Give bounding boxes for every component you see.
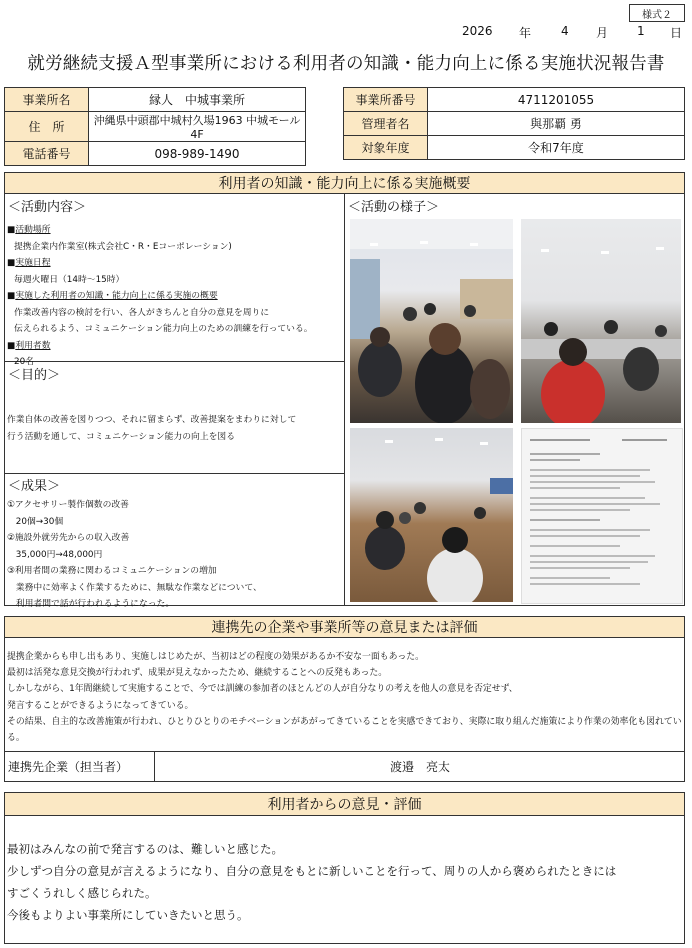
overview-header: 利用者の知識・能力向上に係る実施概要	[4, 172, 685, 194]
photo-title: ＜活動の様子＞	[348, 200, 440, 215]
activity-title: ＜活動内容＞	[8, 200, 87, 215]
facility-info-table	[4, 87, 306, 166]
form-number: 様式２	[629, 4, 685, 22]
label-phone: 電話番号	[5, 142, 89, 166]
value-facility-name: 縁人 中城事業所	[89, 88, 306, 112]
partner-company-label: 連携先企業（担当者）	[8, 760, 129, 774]
activity-photo-3	[350, 428, 513, 602]
result-divider	[4, 473, 345, 474]
partner-company-value: 渡邉 亮太	[389, 760, 450, 774]
result-content: ①アクセサリー製作個数の改善 20個→30個 ②施設外就労先からの収入改善 35,000円→48,000円 ③利用者間の業務に関わるコミュニケーションの増加 業務中に効率よく作業するために、無駄な作業などについて、 利用者間で話が行われるようになった。	[7, 500, 262, 609]
activity-photo-2	[521, 219, 681, 423]
page-title: 就労継続支援Ａ型事業所における利用者の知識・能力向上に係る実施状況報告書	[27, 54, 665, 74]
label-facility-name: 事業所名	[5, 88, 89, 112]
label-facility-number: 事業所番号	[344, 88, 428, 112]
value-phone: 098-989-1490	[89, 142, 306, 166]
purpose-title: ＜目的＞	[8, 368, 61, 383]
label-manager: 管理者名	[344, 112, 428, 136]
partner-feedback: 提携企業からも申し出もあり、実施しはじめたが、当初はどの程度の効果があるか不安な一面もあった。 最初は活発な意見交換が行われず、成果が見えなかったため、継続することへの反発もあった。 しかしながら、1年間継続して実施することで、今では訓練の参加者のほとんどの人が自分なりの考えを他人の意見を否定せず、 発言することができるようになってきている。 その結果、自主的な改善施策が行われ、ひとりひとりのモチベーションがあがってきていることを実感できており、実際に取り組んだ施策により作業の効率化も図れている。	[7, 652, 682, 744]
value-facility-number: 4711201055	[428, 88, 685, 112]
activity-item-summary: ■実施した利用者の知識・能力向上に係る実施の概要	[7, 291, 218, 301]
user-feedback-text: 最初はみんなの前で発言するのは、難しいと感じた。 少しずつ自分の意見が言えるようになり、自分の意見をもとに新しいことを行って、周りの人から褒められたときには すごくうれしく感じられた。 今後もよりよい事業所にしていきたいと思う。	[7, 842, 617, 922]
label-fiscal-year: 対象年度	[344, 136, 428, 160]
value-manager: 與那覇 勇	[428, 112, 685, 136]
activity-item-schedule: ■実施日程	[7, 258, 51, 268]
date-year-unit: 年	[519, 26, 532, 40]
activity-content: ■活動場所 提携企業内作業室(株式会社C・R・Eコーポレーション) ■実施日程 毎週火曜日（14時～15時） ■実施した利用者の知識・能力向上に係る実施の概要 作業改善内容の検討を行い、各人がきちんと自分の意見を周りに 伝えられるよう、コミュニケーション能力向上のための訓練を行っている。 ■利用者数 20名	[7, 222, 342, 371]
label-address: 住 所	[5, 112, 89, 142]
date-month-unit: 月	[596, 26, 609, 40]
value-address: 沖縄県中頭郡中城村久場1963 中城モール4F	[89, 112, 306, 142]
facility-meta-table	[343, 87, 685, 160]
overview-divider	[344, 193, 345, 606]
activity-photo-document	[521, 428, 683, 604]
partner-header: 連携先の企業や事業所等の意見または評価	[4, 616, 685, 638]
date-day-unit: 日	[670, 26, 683, 40]
result-title: ＜成果＞	[8, 479, 61, 494]
activity-item-location: ■活動場所	[7, 225, 51, 235]
date-year: 2026	[462, 24, 493, 38]
partner-divider	[4, 751, 685, 752]
purpose-content: 作業自体の改善を図りつつ、それに留まらず、改善提案をまわりに対して 行う活動を通して、コミュニケーション能力の向上を図る	[7, 415, 297, 442]
activity-item-users: ■利用者数	[7, 340, 51, 351]
value-fiscal-year: 令和7年度	[428, 136, 685, 160]
date-month: 4	[561, 24, 569, 38]
date-day: 1	[637, 24, 645, 38]
user-feedback-header: 利用者からの意見・評価	[4, 792, 685, 816]
activity-photo-1	[350, 219, 513, 423]
